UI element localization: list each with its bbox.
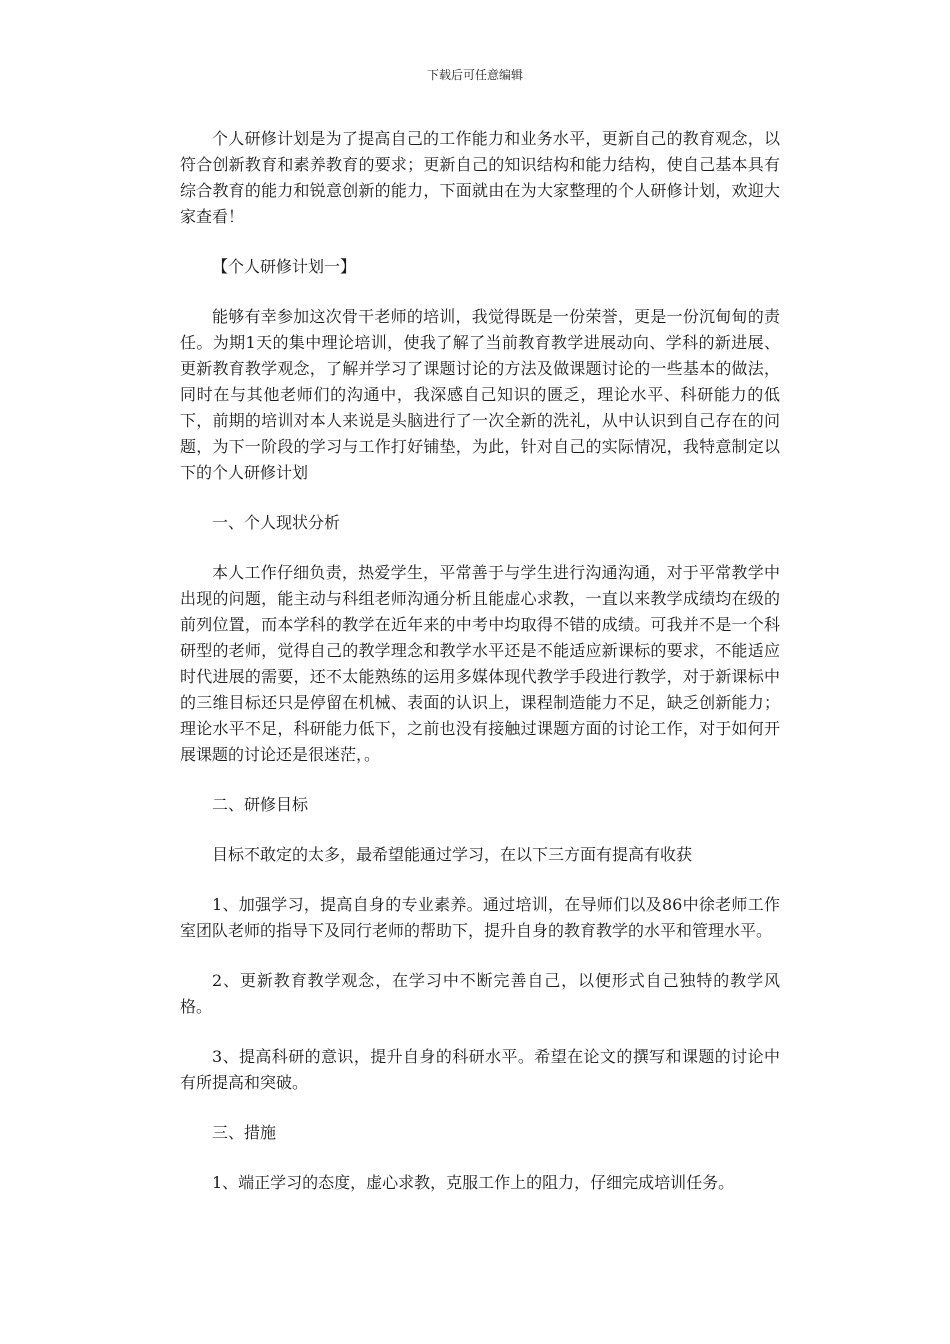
heading-status-analysis: 一、个人现状分析	[212, 513, 341, 532]
document-body	[180, 126, 780, 1220]
heading-goals: 二、研修目标	[212, 795, 309, 814]
intro-paragraph: 个人研修计划是为了提高自己的工作能力和业务水平，更新自己的教育观念，以符合创新教育和素养教育的要求；更新自己的知识结构和能力结构，使自己基本具有综合教育的能力和锐意创新的能力，下面就由在为大家整理的个人研修计划，欢迎大家查看！	[180, 129, 780, 226]
body-paragraph: 本人工作仔细负责，热爱学生，平常善于与学生进行沟通沟通，对于平常教学中出现的问题，能主动与科组老师沟通分析且能虚心求教，一直以来教学成绩均在级的前列位置，而本学科的教学在近年来的中考中均取得不错的成绩。可我并不是一个科研型的老师，觉得自己的教学理念和教学水平还是不能适应新课标的要求，不能适应时代进展的需要，还不太能熟练的运用多媒体现代教学手段进行教学，对于新课标中的三维目标还只是停留在机械、表面的认识上，课程制造能力不足，缺乏创新能力；理论水平不足，科研能力低下，之前也没有接触过课题方面的讨论工作，对于如何开展课题的讨论还是很迷茫，。	[180, 563, 780, 764]
body-paragraph: 能够有幸参加这次骨干老师的培训，我觉得既是一份荣誉，更是一份沉甸甸的责任。为期1天的集中理论培训，使我了解了当前教育教学进展动向、学科的新进展、更新教育教学观念，了解并学习了课题讨论的方法及做课题讨论的一些基本的做法，同时在与其他老师们的沟通中，我深感自己知识的匮乏，理论水平、科研能力的低下，前期的培训对本人来说是头脑进行了一次全新的洗礼，从中认识到自己存在的问题，为下一阶段的学习与工作打好铺垫，为此，针对自己的实际情况，我特意制定以下的个人研修计划	[180, 307, 780, 482]
list-item: 1、端正学习的态度，虚心求教，克服工作上的阻力，仔细完成培训任务。	[212, 1173, 735, 1192]
list-item: 1、加强学习，提高自身的专业素养。通过培训，在导师们以及86中徐老师工作室团队老师的指导下及同行老师的帮助下，提升自身的教育教学的水平和管理水平。	[180, 895, 780, 940]
body-paragraph: 目标不敢定的太多，最希望能通过学习，在以下三方面有提高有收获	[212, 845, 693, 864]
list-item: 2、更新教育教学观念，在学习中不断完善自己，以便形式自己独特的教学风格。	[180, 971, 780, 1016]
heading-measures: 三、措施	[212, 1123, 277, 1142]
page-header-note: 下载后可任意编辑	[426, 68, 523, 82]
section-title-plan-one: 【个人研修计划一】	[212, 257, 357, 276]
list-item: 3、提高科研的意识，提升自身的科研水平。希望在论文的撰写和课题的讨论中有所提高和突破。	[180, 1047, 780, 1092]
